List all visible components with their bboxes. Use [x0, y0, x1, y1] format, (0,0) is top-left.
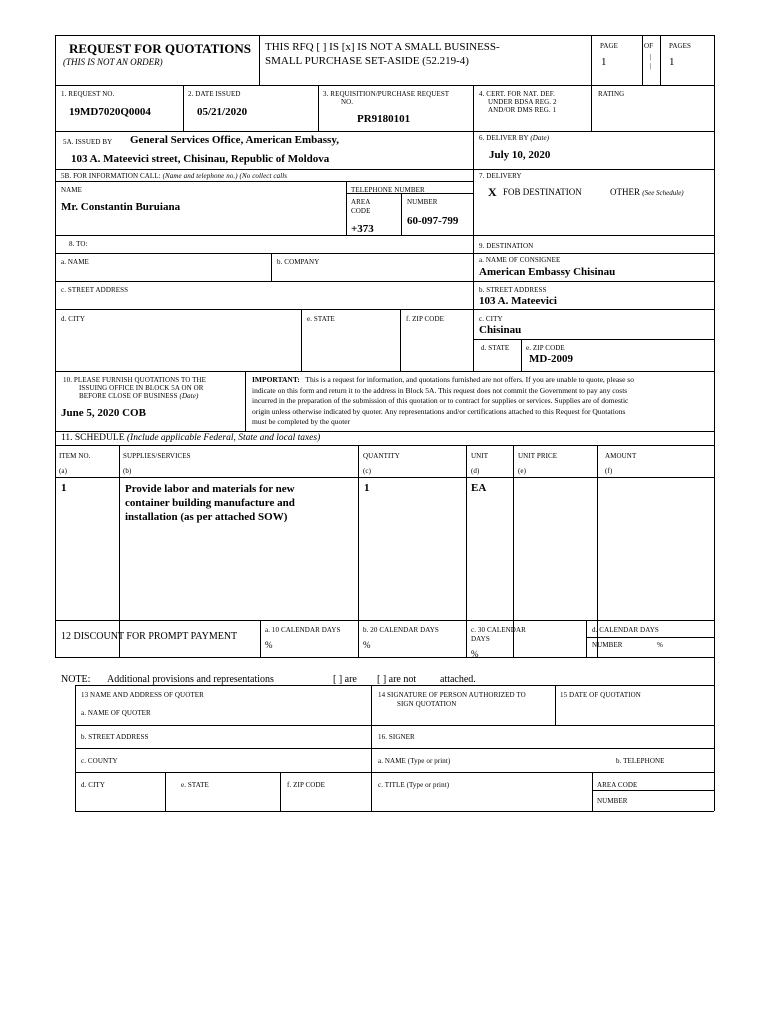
- requisition-value: PR9180101: [357, 113, 411, 125]
- col-quantity-header: QUANTITY: [363, 452, 400, 460]
- signer-telephone-label: b. TELEPHONE: [616, 757, 665, 765]
- col-unit-header: UNIT: [471, 452, 489, 460]
- destination-label: 9. DESTINATION: [479, 242, 534, 250]
- col-quantity-sub: (c): [363, 467, 372, 475]
- signer-title-label: c. TITLE (Type or print): [378, 781, 450, 789]
- phone-number-label: NUMBER: [407, 198, 438, 206]
- issued-by-line2: 103 A. Mateevici street, Chisinau, Republic of Moldova: [71, 153, 330, 165]
- important-heading: IMPORTANT:: [252, 375, 300, 384]
- quote-date-label: 15 DATE OF QUOTATION: [560, 691, 641, 699]
- discount-label: 12 DISCOUNT FOR PROMPT PAYMENT: [61, 631, 238, 642]
- form-border-left: [55, 35, 56, 657]
- signature-label-2: SIGN QUOTATION: [397, 700, 457, 708]
- consignee-value: American Embassy Chisinau: [479, 266, 616, 278]
- cert-label-1: 4. CERT. FOR NAT. DEF.: [479, 90, 556, 98]
- date-issued-label: 2. DATE ISSUED: [188, 90, 241, 98]
- discount-number-pct: %: [657, 641, 663, 649]
- consignee-label: a. NAME OF CONSIGNEE: [479, 256, 561, 264]
- row-unit: EA: [471, 482, 487, 494]
- furnish-label-1: 10. PLEASE FURNISH QUOTATIONS TO THE: [63, 376, 207, 384]
- signer-number-label: NUMBER: [597, 797, 628, 805]
- note-are-checkbox[interactable]: [ ] are: [333, 674, 357, 685]
- discount-30-days-label-2: DAYS: [471, 635, 490, 643]
- delivery-other-label: OTHER (See Schedule): [610, 187, 684, 197]
- note-attached: attached.: [440, 674, 476, 685]
- col-amount-header: AMOUNT: [605, 452, 637, 460]
- quoter-name-label: a. NAME OF QUOTER: [81, 709, 151, 717]
- cert-label-3: AND/OR DMS REG. 1: [488, 106, 557, 114]
- quoter-city-label: d. CITY: [81, 781, 106, 789]
- contact-name-label: NAME: [61, 186, 83, 194]
- discount-number-label: NUMBER: [592, 641, 623, 649]
- form-border-top: [55, 35, 714, 36]
- note-are-not-checkbox[interactable]: [ ] are not: [377, 674, 417, 685]
- to-name-label: a. NAME: [61, 258, 89, 266]
- destination-zip-value: MD-2009: [529, 353, 573, 365]
- area-code-label-2: CODE: [351, 207, 371, 215]
- col-amount-sub: (f): [605, 467, 613, 475]
- quote-due-date: June 5, 2020 COB: [61, 407, 146, 419]
- row-item-no: 1: [61, 482, 67, 494]
- issued-by-line1: General Services Office, American Embassy,: [130, 134, 339, 146]
- area-code-value: +373: [351, 223, 374, 235]
- small-business-line2: SMALL PURCHASE SET-ASIDE (52.219-4): [265, 55, 469, 67]
- request-no-label: 1. REQUEST NO.: [61, 90, 115, 98]
- row-quantity: 1: [364, 482, 370, 494]
- important-notice: IMPORTANT: This is a request for information, and quotations furnished are not offers. If you are unable to quote, please so indicate on this form and return it to the address in Block 5A. This request does not commit the Government to pay any costs incurred in the preparation of the submission of this quotation or to contract for supplies or services. Supplies are of domestic origin unless otherwise indicated by quoter. Any representations and/or certifications attached to this Request for Quotations must be completed by the quoter: [252, 375, 634, 426]
- requisition-label-2: NO.: [341, 98, 354, 106]
- date-issued-value: 05/21/2020: [197, 106, 248, 118]
- furnish-label-3: BEFORE CLOSE OF BUSINESS (Date): [79, 392, 199, 400]
- col-unit-price-header: UNIT PRICE: [518, 452, 558, 460]
- discount-30-days-pct: %: [471, 649, 479, 659]
- discount-20-days-pct: %: [363, 640, 371, 650]
- pages-label: PAGES: [669, 42, 692, 50]
- page-number: 1: [601, 56, 607, 68]
- to-label: 8. TO:: [69, 240, 88, 248]
- col-unit-price-sub: (e): [518, 467, 527, 475]
- col-unit-sub: (d): [471, 467, 480, 475]
- destination-state-label: d. STATE: [481, 344, 510, 352]
- col-item-sub: (a): [59, 467, 68, 475]
- rfq-form: [55, 35, 714, 811]
- requisition-label-1: 3. REQUISITION/PURCHASE REQUEST: [323, 90, 450, 98]
- page-label: PAGE: [600, 42, 619, 50]
- signature-label-1: 14 SIGNATURE OF PERSON AUTHORIZED TO: [378, 691, 526, 699]
- note-text: Additional provisions and representations: [107, 674, 274, 685]
- rating-label: RATING: [598, 90, 625, 98]
- contact-name-value: Mr. Constantin Buruiana: [61, 201, 181, 213]
- fob-destination-label: FOB DESTINATION: [503, 187, 582, 197]
- signer-area-code-label: AREA CODE: [597, 781, 638, 789]
- request-no-value: 19MD7020Q0004: [69, 106, 151, 118]
- form-title: REQUEST FOR QUOTATIONS: [69, 41, 252, 56]
- to-street-label: c. STREET ADDRESS: [61, 286, 129, 294]
- quoter-state-label: e. STATE: [181, 781, 209, 789]
- col-supplies-header: SUPPLIES/SERVICES: [123, 452, 191, 460]
- schedule-title: 11. SCHEDULE (Include applicable Federal, State and local taxes): [61, 433, 321, 443]
- destination-street-label: b. STREET ADDRESS: [479, 286, 547, 294]
- discount-10-days-pct: %: [265, 640, 273, 650]
- to-company-label: b. COMPANY: [277, 258, 320, 266]
- discount-10-days-label: a. 10 CALENDAR DAYS: [265, 626, 341, 634]
- discount-20-days-label: b. 20 CALENDAR DAYS: [363, 626, 439, 634]
- page-of-divider: | |: [650, 53, 652, 70]
- quoter-section-label: 13 NAME AND ADDRESS OF QUOTER: [81, 691, 204, 699]
- discount-30-days-label-1: c. 30 CALENDAR: [471, 626, 526, 634]
- row-description: Provide labor and materials for new container building manufacture and installation (as per attached SOW): [125, 483, 295, 523]
- destination-city-label: c. CITY: [479, 315, 503, 323]
- phone-number-value: 60-097-799: [407, 215, 459, 227]
- signer-name-label: a. NAME (Type or print): [378, 757, 451, 765]
- to-state-label: e. STATE: [307, 315, 335, 323]
- deliver-by-value: July 10, 2020: [489, 149, 551, 161]
- quoter-street-label: b. STREET ADDRESS: [81, 733, 149, 741]
- pages-number: 1: [669, 56, 675, 68]
- col-supplies-sub: (b): [123, 467, 132, 475]
- furnish-label-2: ISSUING OFFICE IN BLOCK 5A ON OR: [79, 384, 204, 392]
- signer-label: 16. SIGNER: [378, 733, 415, 741]
- quoter-zip-label: f. ZIP CODE: [287, 781, 325, 789]
- col-item-header: ITEM NO.: [59, 452, 91, 460]
- to-city-label: d. CITY: [61, 315, 86, 323]
- quoter-county-label: c. COUNTY: [81, 757, 118, 765]
- to-zip-label: f. ZIP CODE: [406, 315, 444, 323]
- fob-checkmark: X: [488, 185, 497, 199]
- destination-city-value: Chisinau: [479, 324, 522, 336]
- small-business-line1: THIS RFQ [ ] IS [x] IS NOT A SMALL BUSINESS-: [265, 41, 500, 53]
- delivery-label: 7. DELIVERY: [479, 172, 522, 180]
- info-call-label: 5B. FOR INFORMATION CALL: (Name and telephone no.) (No collect calls: [61, 172, 288, 180]
- form-subtitle: (THIS IS NOT AN ORDER): [63, 57, 163, 67]
- note-label: NOTE:: [61, 674, 91, 685]
- deliver-by-label: 6. DELIVER BY (Date): [479, 134, 550, 142]
- area-code-label-1: AREA: [351, 198, 371, 206]
- form-border-right: [714, 35, 715, 811]
- issued-by-label: 5A. ISSUED BY: [63, 138, 113, 146]
- telephone-label: TELEPHONE NUMBER: [351, 186, 425, 194]
- discount-calendar-days-label: d. CALENDAR DAYS: [592, 626, 659, 634]
- destination-street-value: 103 A. Mateevici: [479, 295, 557, 307]
- of-label: OF: [644, 42, 654, 50]
- cert-label-2: UNDER BDSA REG. 2: [488, 98, 557, 106]
- destination-zip-label: e. ZIP CODE: [526, 344, 565, 352]
